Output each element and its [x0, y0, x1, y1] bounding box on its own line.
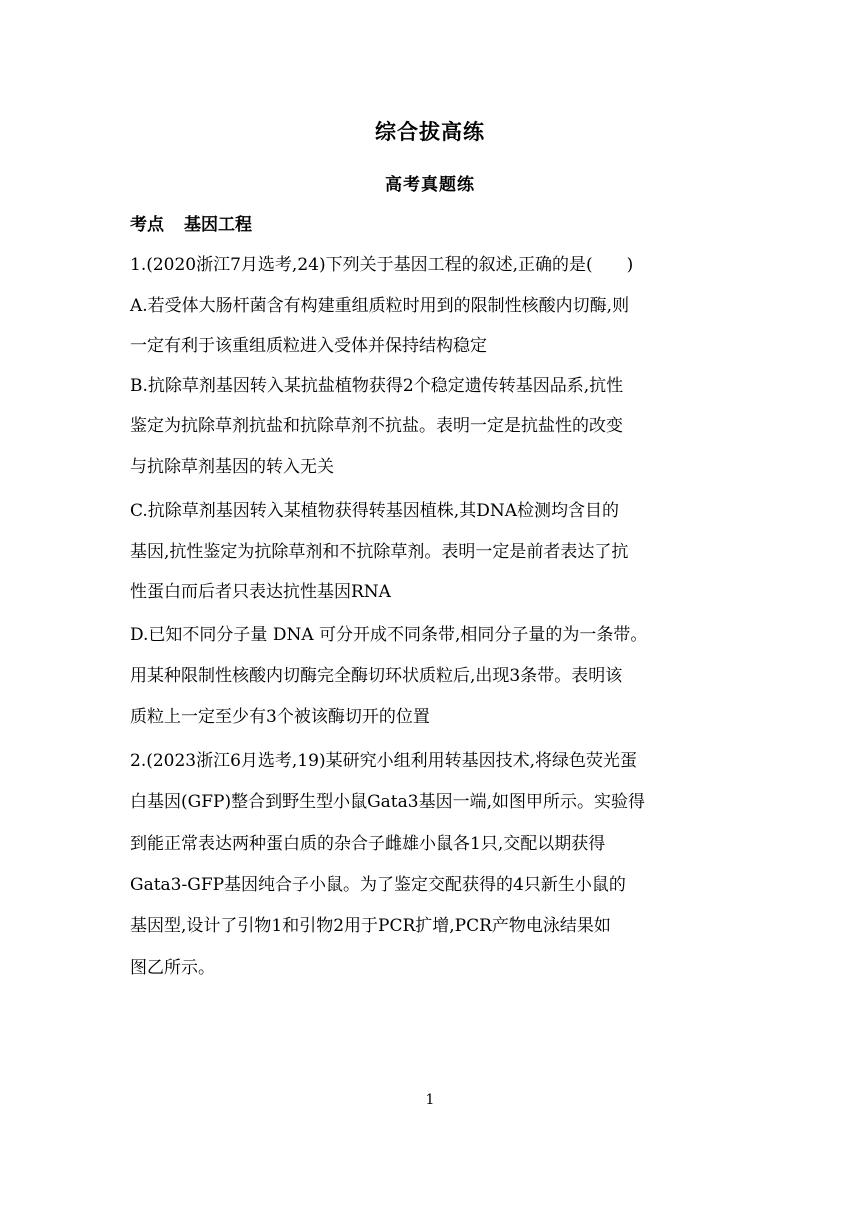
question-2-line-3: 到能正常表达两种蛋白质的杂合子雌雄小鼠各1只,交配以期获得: [130, 834, 606, 854]
option-a-line-1: A.若受体大肠杆菌含有构建重组质粒时用到的限制性核酸内切酶,则: [130, 296, 630, 316]
option-c-line-3: 性蛋白而后者只表达抗性基因RNA: [130, 582, 391, 602]
option-d-line-1: D.已知不同分子量 DNA 可分开成不同条带,相同分子量的为一条带。: [130, 625, 648, 645]
question-2-line-2: 白基因(GFP)整合到野生型小鼠Gata3基因一端,如图甲所示。实验得: [130, 792, 645, 812]
option-b-line-3: 与抗除草剂基因的转入无关: [130, 457, 334, 477]
section-name: 基因工程: [184, 215, 252, 235]
option-b-line-1: B.抗除草剂基因转入某抗盐植物获得2个稳定遗传转基因品系,抗性: [130, 376, 624, 396]
option-c-line-2: 基因,抗性鉴定为抗除草剂和不抗除草剂。表明一定是前者表达了抗: [130, 542, 629, 562]
question-2-line-5: 基因型,设计了引物1和引物2用于PCR扩增,PCR产物电泳结果如: [130, 916, 611, 936]
option-d-line-2: 用某种限制性核酸内切酶完全酶切环状质粒后,出现3条带。表明该: [130, 666, 623, 686]
question-2-line-6: 图乙所示。: [130, 958, 215, 978]
option-b-line-2: 鉴定为抗除草剂抗盐和抗除草剂不抗盐。表明一定是抗盐性的改变: [130, 416, 623, 436]
question-1-stem: 1.(2020浙江7月选考,24)下列关于基因工程的叙述,正确的是( ): [130, 255, 634, 275]
question-2-line-4: Gata3-GFP基因纯合子小鼠。为了鉴定交配获得的4只新生小鼠的: [130, 875, 626, 895]
page-subtitle: 高考真题练: [385, 175, 475, 195]
page-title: 综合拔高练: [375, 119, 485, 144]
option-d-line-3: 质粒上一定至少有3个被该酶切开的位置: [130, 707, 430, 727]
section-label: 考点: [130, 215, 164, 235]
page-number: 1: [425, 1092, 435, 1108]
option-a-line-2: 一定有利于该重组质粒进入受体并保持结构稳定: [130, 336, 487, 356]
section-heading: [130, 210, 252, 235]
question-2-line-1: 2.(2023浙江6月选考,19)某研究小组利用转基因技术,将绿色荧光蛋: [130, 751, 638, 771]
option-c-line-1: C.抗除草剂基因转入某植物获得转基因植株,其DNA检测均含目的: [130, 501, 619, 521]
